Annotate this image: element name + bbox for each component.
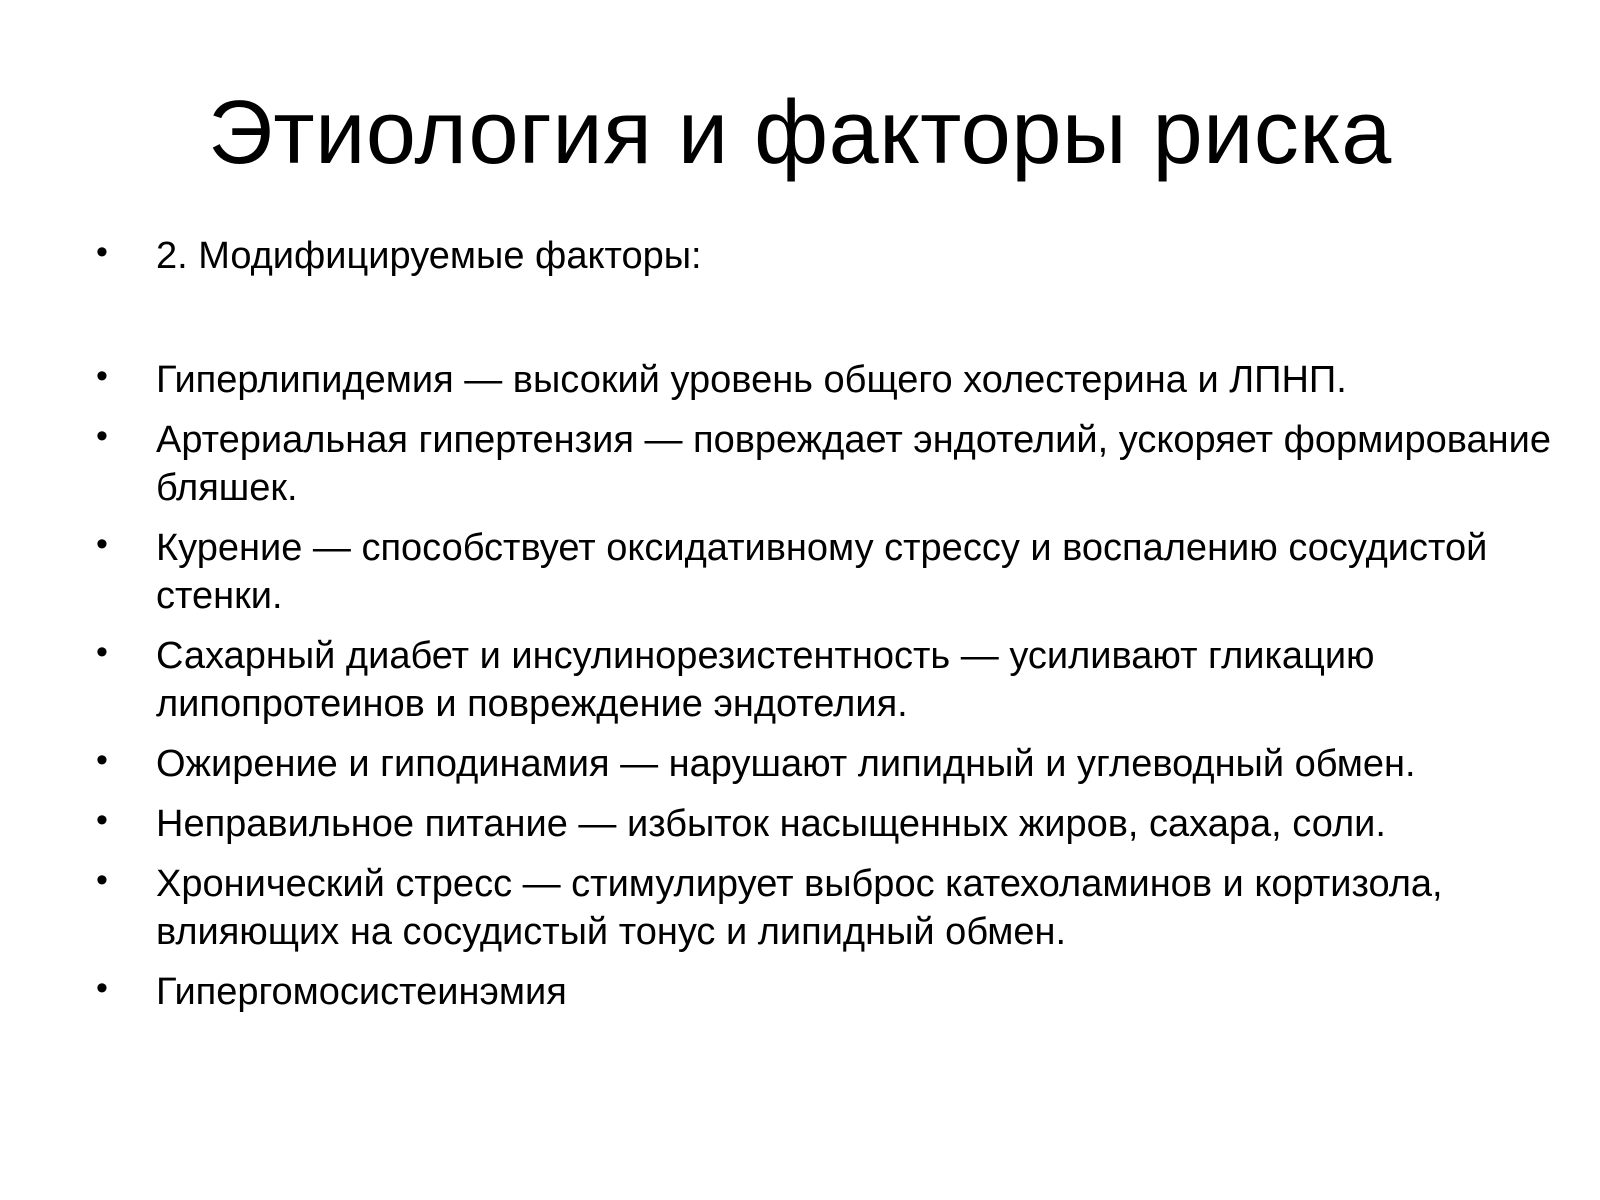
- bullet-icon: •: [96, 525, 108, 563]
- list-item-text: Курение — способствует оксидативному стрессу и воспалению сосудистой стенки.: [156, 527, 1488, 617]
- list-item: [96, 860, 1566, 956]
- bullet-list: [96, 232, 1566, 1028]
- list-item: [96, 232, 1566, 280]
- list-item: [96, 632, 1566, 728]
- list-item-text: Ожирение и гиподинамия — нарушают липидный и углеводный обмен.: [156, 743, 1416, 785]
- list-item: [96, 800, 1566, 848]
- bullet-icon: •: [96, 417, 108, 455]
- list-item: [96, 524, 1566, 620]
- bullet-icon: •: [96, 741, 108, 779]
- list-item-text: 2. Модифицируемые факторы:: [156, 235, 702, 277]
- bullet-icon: •: [96, 233, 108, 271]
- list-item: [96, 416, 1566, 512]
- list-item-text: Артериальная гипертензия — повреждает эндотелий, ускоряет формирование бляшек.: [156, 419, 1552, 509]
- list-item: [96, 968, 1566, 1016]
- list-item-text: Неправильное питание — избыток насыщенных жиров, сахара, соли.: [156, 803, 1386, 845]
- list-item-text: Гипергомосистеинэмия: [156, 971, 567, 1013]
- list-item: [96, 740, 1566, 788]
- slide-title: Этиология и факторы риска: [208, 83, 1392, 183]
- bullet-icon: •: [96, 861, 108, 899]
- list-item-text: Хронический стресс — стимулирует выброс катехоламинов и кортизола, влияющих на сосудистый тонус и липидный обмен.: [156, 863, 1443, 953]
- list-item-text: Гиперлипидемия — высокий уровень общего холестерина и ЛПНП.: [156, 359, 1347, 401]
- bullet-icon: •: [96, 801, 108, 839]
- bullet-icon: •: [96, 357, 108, 395]
- bullet-icon: •: [96, 633, 108, 671]
- list-item: [96, 356, 1566, 404]
- bullet-icon: •: [96, 969, 108, 1007]
- list-item-text: Сахарный диабет и инсулинорезистентность — усиливают гликацию липопротеинов и повреждение эндотелия.: [156, 635, 1375, 725]
